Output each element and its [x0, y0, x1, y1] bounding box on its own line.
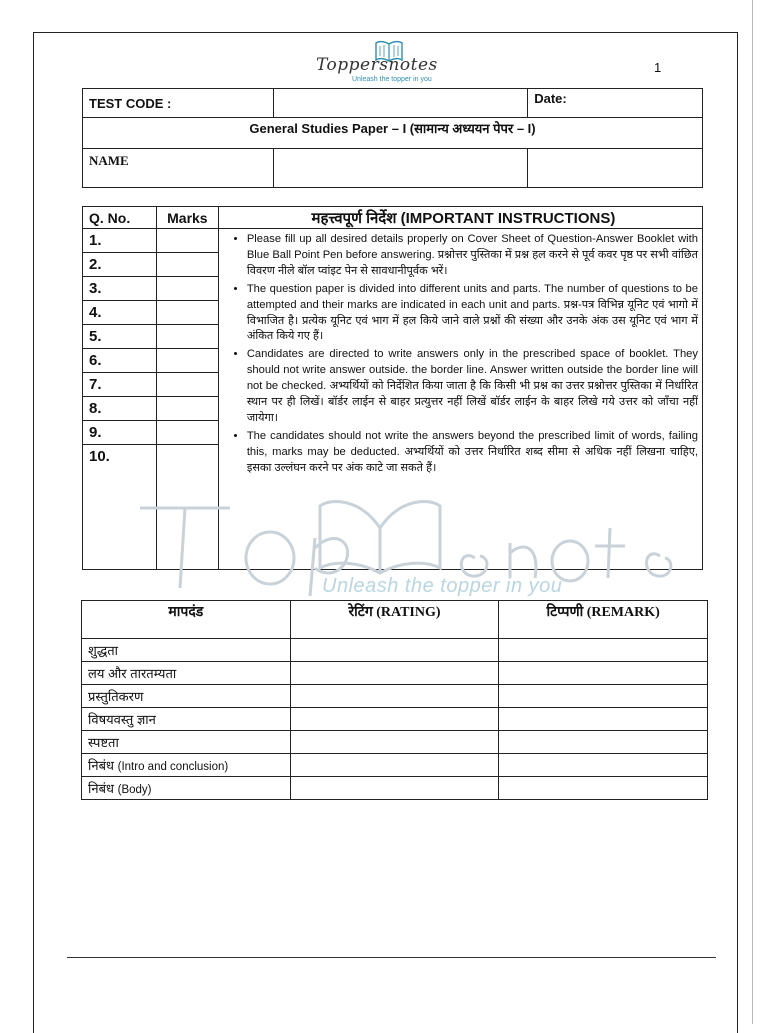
marks-header: Marks — [156, 207, 218, 229]
name-extra-field[interactable] — [528, 149, 703, 188]
rating-cell[interactable] — [290, 777, 499, 800]
instructions-body — [218, 229, 702, 570]
remark-cell[interactable] — [499, 708, 708, 731]
marks-cell[interactable] — [156, 421, 218, 445]
rating-cell[interactable] — [290, 685, 499, 708]
rating-header: रेटिंग (RATING) — [290, 601, 499, 639]
remark-cell[interactable] — [499, 662, 708, 685]
date-field[interactable] — [528, 89, 703, 118]
marks-cell[interactable] — [156, 373, 218, 397]
rating-cell[interactable] — [290, 639, 499, 662]
table-row — [82, 777, 708, 800]
logo-tagline: Unleash the topper in you — [352, 76, 432, 83]
remark-cell[interactable] — [499, 754, 708, 777]
marks-cell[interactable] — [156, 277, 218, 301]
remark-header: टिप्पणी (REMARK) — [499, 601, 708, 639]
instructions-table — [82, 206, 703, 570]
question-number: 7. — [83, 373, 157, 397]
question-number: 8. — [83, 397, 157, 421]
rating-cell[interactable] — [290, 708, 499, 731]
question-number: 1. — [83, 229, 157, 253]
marks-cell[interactable] — [156, 445, 218, 570]
page-edge — [752, 0, 753, 1024]
rating-cell[interactable] — [290, 731, 499, 754]
logo-text: Toppersnotes — [316, 55, 438, 75]
remark-cell[interactable] — [499, 639, 708, 662]
criterion-label: विषयवस्तु ज्ञान — [82, 708, 291, 731]
criterion-label: लय और तारतम्यता — [82, 662, 291, 685]
test-code-label: TEST CODE : — [83, 89, 274, 118]
table-row — [82, 685, 708, 708]
rating-cell[interactable] — [290, 754, 499, 777]
test-info-table — [82, 88, 703, 188]
criterion-label: प्रस्तुतिकरण — [82, 685, 291, 708]
question-number: 4. — [83, 301, 157, 325]
question-number: 6. — [83, 349, 157, 373]
question-number: 9. — [83, 421, 157, 445]
toppersnotes-logo — [316, 38, 456, 88]
instruction-item: • Candidates are directed to write answers only in the prescribed space of booklet. They should not write answer outside. the border line. Answer written outside the border line will not be checked. अभ्यर्थियों को निर्देशित किया जाता है कि किसी भी प्रश्न का उत्तर प्रश्नोत्तर पुस्तिका में निर्धारित स्थान पर ही लिखें। बॉर्डर लाईन से बाहर प्रत्युत्तर नहीं लिखें बॉर्डर लाईन के बाहर लिखे गये उत्तर को जाँचा नहीं जायेगा। — [247, 347, 698, 427]
table-row — [82, 639, 708, 662]
instructions-header: महत्त्वपूर्ण निर्देश (IMPORTANT INSTRUCTIONS) — [218, 207, 702, 229]
marks-cell[interactable] — [156, 301, 218, 325]
test-code-field[interactable] — [273, 89, 528, 118]
name-label: NAME — [83, 149, 274, 188]
table-row — [82, 754, 708, 777]
criterion-label: निबंध (Body) — [82, 777, 291, 800]
rating-table — [81, 600, 708, 800]
table-row — [82, 662, 708, 685]
instruction-item: • The candidates should not write the answers beyond the prescribed limit of words, failing this, marks may be deducted. अभ्यर्थियों को उत्तर निर्धारित शब्द सीमा से अधिक नहीं लिखना चाहिए, इसका उल्लंघन करने पर अंक काटे जा सकते हैं। — [247, 429, 698, 477]
instruction-item: • The question paper is divided into different units and parts. The number of questions to be attempted and their marks are indicated in each unit and parts. प्रश्न-पत्र विभिन्न यूनिट एवं भागो में विभाजित है। प्रत्येक यूनिट एवं भाग में हल किये जाने वाले प्रश्नों की संख्या और उनके अंक उस यूनिट एवं भाग में अंकित किये गए हैं। — [247, 282, 698, 346]
question-number: 10. — [83, 445, 157, 570]
instruction-item: • Please fill up all desired details properly on Cover Sheet of Question-Answer Booklet with Blue Ball Point Pen before answering. प्रश्नोत्तर पुस्तिका में प्रश्न हल करने से पूर्व कवर पृष्ठ पर सभी वांछित विवरण नीले बॉल प्वांइट पेन से सावधानीपूर्वक भरें। — [247, 232, 698, 280]
remark-cell[interactable] — [499, 731, 708, 754]
question-number: 3. — [83, 277, 157, 301]
question-number: 2. — [83, 253, 157, 277]
criteria-header: मापदंड — [82, 601, 291, 639]
table-row — [82, 731, 708, 754]
rating-cell[interactable] — [290, 662, 499, 685]
date-label: Date: — [534, 91, 567, 106]
name-field[interactable] — [273, 149, 528, 188]
marks-cell[interactable] — [156, 349, 218, 373]
page-number: 1 — [654, 60, 662, 75]
marks-cell[interactable] — [156, 229, 218, 253]
remark-cell[interactable] — [499, 685, 708, 708]
footer-rule — [67, 957, 716, 958]
marks-cell[interactable] — [156, 397, 218, 421]
table-row — [82, 708, 708, 731]
criterion-label: निबंध (Intro and conclusion) — [82, 754, 291, 777]
paper-title: General Studies Paper – I (सामान्य अध्ययन पेपर – I) — [83, 118, 703, 149]
watermark-tagline: Unleash the topper in you — [322, 575, 563, 597]
criterion-label: स्पष्टता — [82, 731, 291, 754]
marks-cell[interactable] — [156, 325, 218, 349]
qno-header: Q. No. — [83, 207, 157, 229]
question-number: 5. — [83, 325, 157, 349]
marks-cell[interactable] — [156, 253, 218, 277]
criterion-label: शुद्धता — [82, 639, 291, 662]
remark-cell[interactable] — [499, 777, 708, 800]
